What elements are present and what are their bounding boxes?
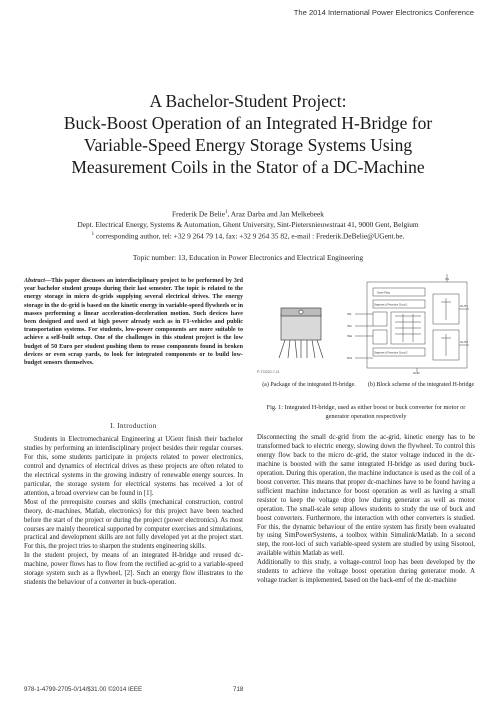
block-label-inh: INH (347, 334, 353, 338)
topic-line: Topic number: 13, Education in Power Electronics and Electrical Engineering (132, 253, 364, 262)
block-label-out2: OUT2 (460, 340, 469, 344)
figure-caption: Fig. 1: Integrated H-bridge, used as either boost or buck converter for motor or generator operation respectively (266, 404, 466, 420)
block-label-in1: IN1 (347, 312, 352, 316)
title-line-4: Measurement Coils in the Stator of a DC-Machine (71, 157, 425, 177)
body-column-left (24, 436, 243, 588)
body-column-right (257, 434, 475, 586)
abstract-lead: Abstract (24, 278, 45, 284)
footer-isbn: 978-1-4799-2705-0/14/$31.00 ©2014 IEEE (24, 686, 143, 693)
block-label-diag2: Diagnosis & Protection Circuit 2 (374, 351, 408, 355)
author-names (20, 208, 476, 220)
block-scheme (347, 274, 469, 375)
conference-header: The 2014 International Power Electronics Conference (293, 8, 474, 17)
corresponding-text: corresponding author, tel: +32 9 264 79 14, fax: +32 9 264 35 82, e-mail : Frederik.DeBelie@UGent.be. (94, 231, 405, 241)
paragraph: Students in Electromechanical Engineering at UGent finish their bachelor studies by performing an interdisciplinary project besides their regular courses. For this, some students participate in projects related to power electronics, control and dynamics of electrical drives as these projects are often related to the electrical systems in the growing industry of renewable energy sources. In particular, the storage system for electrical systems has received a lot of attention, a broad overview can be found in [1]. (24, 436, 243, 497)
paragraph: In the student project, by means of an integrated H-bridge and reused dc-machine, power flows has to flow from the rectified ac-grid to a variable-speed storage system such as a flywheel, [2]. Such an energy flow illustrates to the students the behaviour of a converter in buck-operation. (24, 552, 243, 587)
author-name-rest: , Araz Darba and Jan Melkebeek (227, 209, 324, 219)
author-superscript: 1 (225, 210, 228, 215)
block-label-in2: IN2 (347, 324, 352, 328)
abstract-text: —This paper discusses an interdisciplinary project to be performed by 3rd year bachelor student groups during their last semester. The topic is related to the energy storage in micro dc-grids supplying several electrical drives. The energy storage in the dc-grid is based on the kinetic energy in variable-speed flywheels or in masses performing a linear acceleration-deceleration motion. Such devices have been designed and used at high power already such as in F1-vehicles and public transportation systems. For students, low-power components are more suitable to achieve a self-built setup. One of the challenges in this student project is the low budget of 50 Euro per student pushing them to reuse components found in broken devices or even scrap yards, to look for integrated components or to build low-budget sensors themselves. (24, 278, 243, 367)
figure-1 (255, 274, 475, 396)
block-label-out1: OUT1 (460, 304, 469, 308)
author-name-first: Frederik De Belie (172, 209, 225, 219)
block-label-vs: VS (445, 277, 450, 281)
package-image (279, 308, 323, 358)
paper-title (30, 90, 466, 178)
block-label-dis: DIS (347, 356, 353, 360)
block-label-gnd: GND (413, 371, 420, 375)
block-label-diag1: Diagnosis & Protection Circuit 1 (374, 303, 408, 307)
title-line-3: Variable-Speed Energy Storage Systems Using (83, 135, 413, 155)
subcaption-a: (a) Package of the integrated H-bridge. (262, 382, 356, 388)
paragraph: Additionally to this study, a voltage-control loop has been developed by the students to achieve the voltage boost operation during generator mode. A voltage tracker is implemented, based on the back-emf of the dc-machine (257, 559, 475, 585)
block-label-gate: Gate Reg (377, 290, 390, 295)
author-block (20, 208, 476, 242)
page-number: 718 (233, 686, 244, 693)
paragraph: Most of the prerequisite courses and skills (mechanical construction, control theory, dc-machines, Matlab, electronics) for this project have been teached before the start of the project or during the project (power electronics). As most courses are mainly theoretical supported by computer exercises and simulations, practical and development skills are not fully developed yet at the project start. For this, the project tries to sharpen the students engineering skills. (24, 498, 243, 551)
subcaption-b: (b) Block scheme of the integrated H-bridge (367, 382, 475, 388)
paragraph: Disconnecting the small dc-grid from the ac-grid, kinetic energy has to be transformed back to electric energy, slowing down the flywheel. To control this energy flow back to the micro dc-grid, the stator voltage induced in the dc-machine is boosted with the same integrated H-bridge as used during buck-operation. During this operation, the machine inductance is used as the coil of a boost converter. This means that proper dc-machines have to be found having a sufficient machine inductance for boost operation as well as having a small resistor to keep the voltage drop low during generator as well as motor operation. The small-scale setup allows students to study the use of buck and boost converters. Furthermore, the interaction with other converters is studied. For this, the dynamic behaviour of the entire system has firstly been evaluated by using SimPowerSystems, a toolbox within Simulink/Matlab. In a second step, the root-loci of such variable-speed system are studied by using Sisotool, available within Matlab as well. (257, 434, 475, 558)
package-label: P-TO220-7-11 (257, 370, 280, 374)
section-heading: I. Introduction (110, 422, 157, 430)
corresponding-superscript: 1 (91, 232, 95, 238)
author-affiliation: Dept. Electrical Energy, Systems & Automation, Ghent University, Sint-Pietersnieuwstraat 41, 9000 Gent, Belgium (77, 219, 419, 229)
abstract (24, 277, 243, 367)
corresponding-author (20, 230, 476, 242)
title-line-2: Buck-Boost Operation of an Integrated H-Bridge for (63, 113, 433, 133)
title-line-1: A Bachelor-Student Project: (149, 91, 347, 111)
